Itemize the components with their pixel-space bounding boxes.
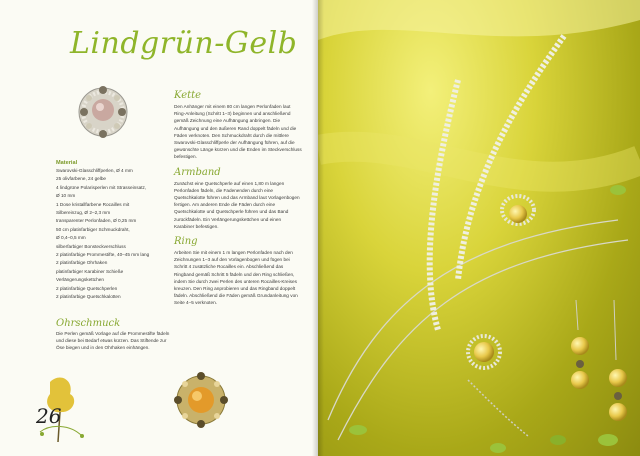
material-section	[56, 160, 174, 302]
kette-text: Den Anhänger mit einem 80 cm langen Perlonfaden laut Ring-Anleitung (Schritt 1–3) beginnen und anschließend gemäß Zeichnung eine Aufhängung anbringen. Die Aufhängung und den äußeren Rand doppelt fädeln und die Fäden verknoten. Den Schmuckdraht durch die mittlere Swarovski-Glasschliffperle der Aufhängung führen, auf die gewünschte Länge kürzen und die Enden im Steckverschluss befestigen.	[174, 104, 302, 160]
ring-photo-small	[170, 360, 232, 436]
material-item: silberfarbiger Bonsteckverschluss	[56, 243, 126, 249]
ohrschmuck-text: Die Perlen gemäß Vorlage auf die Prommestifte fädeln und diese bei Bedarf etwas kürzen. Das Stiftende zur Öse biegen und in den Ohrhaken einhängen.	[56, 331, 170, 350]
material-item: platinfarbiger Karabiner Schieße	[56, 268, 124, 274]
material-item: Swarovski-Glasschliffperlen, Ø 4 mm	[56, 168, 133, 173]
material-item: Ø 0,4–0,5 mm	[56, 235, 86, 241]
material-heading: Material	[56, 160, 78, 166]
photo-page	[318, 0, 640, 456]
material-item: Verlängerungskettchen	[56, 277, 104, 283]
material-item: 4 lindgrüne Polarisperlen mit Strasseinsatz,	[56, 184, 147, 190]
kette-heading: Kette	[174, 90, 202, 101]
ohrschmuck-section	[56, 318, 176, 351]
page-number: 26	[36, 404, 62, 428]
ohrschmuck-heading: Ohrschmuck	[56, 318, 121, 329]
ring-heading: Ring	[174, 236, 198, 248]
jewelry-photo	[318, 0, 640, 456]
book-gutter	[312, 0, 324, 456]
material-item: Ø 10 mm	[56, 193, 76, 199]
material-item: Silbereinzug, Ø 2–2,3 mm	[56, 210, 111, 216]
ring-text: Arbeiten Sie mit einem 1 m langen Perlonfaden nach den Zeichnungen 1–3 auf den Vorlagenbogen und fügen bei Schritt 4 zusätzliche Rocailles ein. Abschließend das Ringband gemäß Schritt 5 fädeln und den Ring schließen, indem Sie durch zwei Perlen des unteren Rocailles-Kreises kreuzen. Den Ring anprobieren und das Ringband doppelt fädeln. Abschließend die Fäden gemäß Grundanleitung von Seite 4–5 verknoten.	[174, 250, 298, 306]
material-item: 25 olivfarbene, 24 gelbe	[56, 176, 107, 182]
armband-heading: Armband	[174, 166, 221, 178]
material-item: 2 platinfarbige Quetschkalotten	[56, 294, 121, 300]
left-page	[0, 0, 318, 456]
material-item: 50 cm platinfarbiger Schmuckdraht,	[56, 226, 130, 232]
instructions-column	[174, 84, 302, 307]
material-item: 2 platinfarbige Quetschperlen	[56, 285, 118, 291]
material-item: 2 platinfarbige Prommestifte, 40–45 mm lang	[56, 252, 150, 258]
armband-text: Zunächst eine Quetschperle auf einen 1,80 m langen Perlonfaden fädeln, die Fadenenden durch eine Quetschkalotte führen und das Armband laut Vorlagenbogen fertigen. Am anderen Ende die Fäden durch eine Quetschkalotte und Quetschperle führen und das Band zurückfädeln. Ein Verlängerungskettchen und einen Karabiner befestigen.	[174, 180, 300, 229]
material-item: 1 Dose kristallfarbene Rocailles mit	[56, 201, 130, 207]
page-title: Lindgrün-Gelb	[70, 26, 298, 61]
material-item: transparenter Perlonfaden, Ø 0,25 mm	[56, 218, 137, 224]
material-item: 2 platinfarbige Ohrhaken	[56, 260, 108, 266]
ring-photo	[72, 76, 134, 148]
